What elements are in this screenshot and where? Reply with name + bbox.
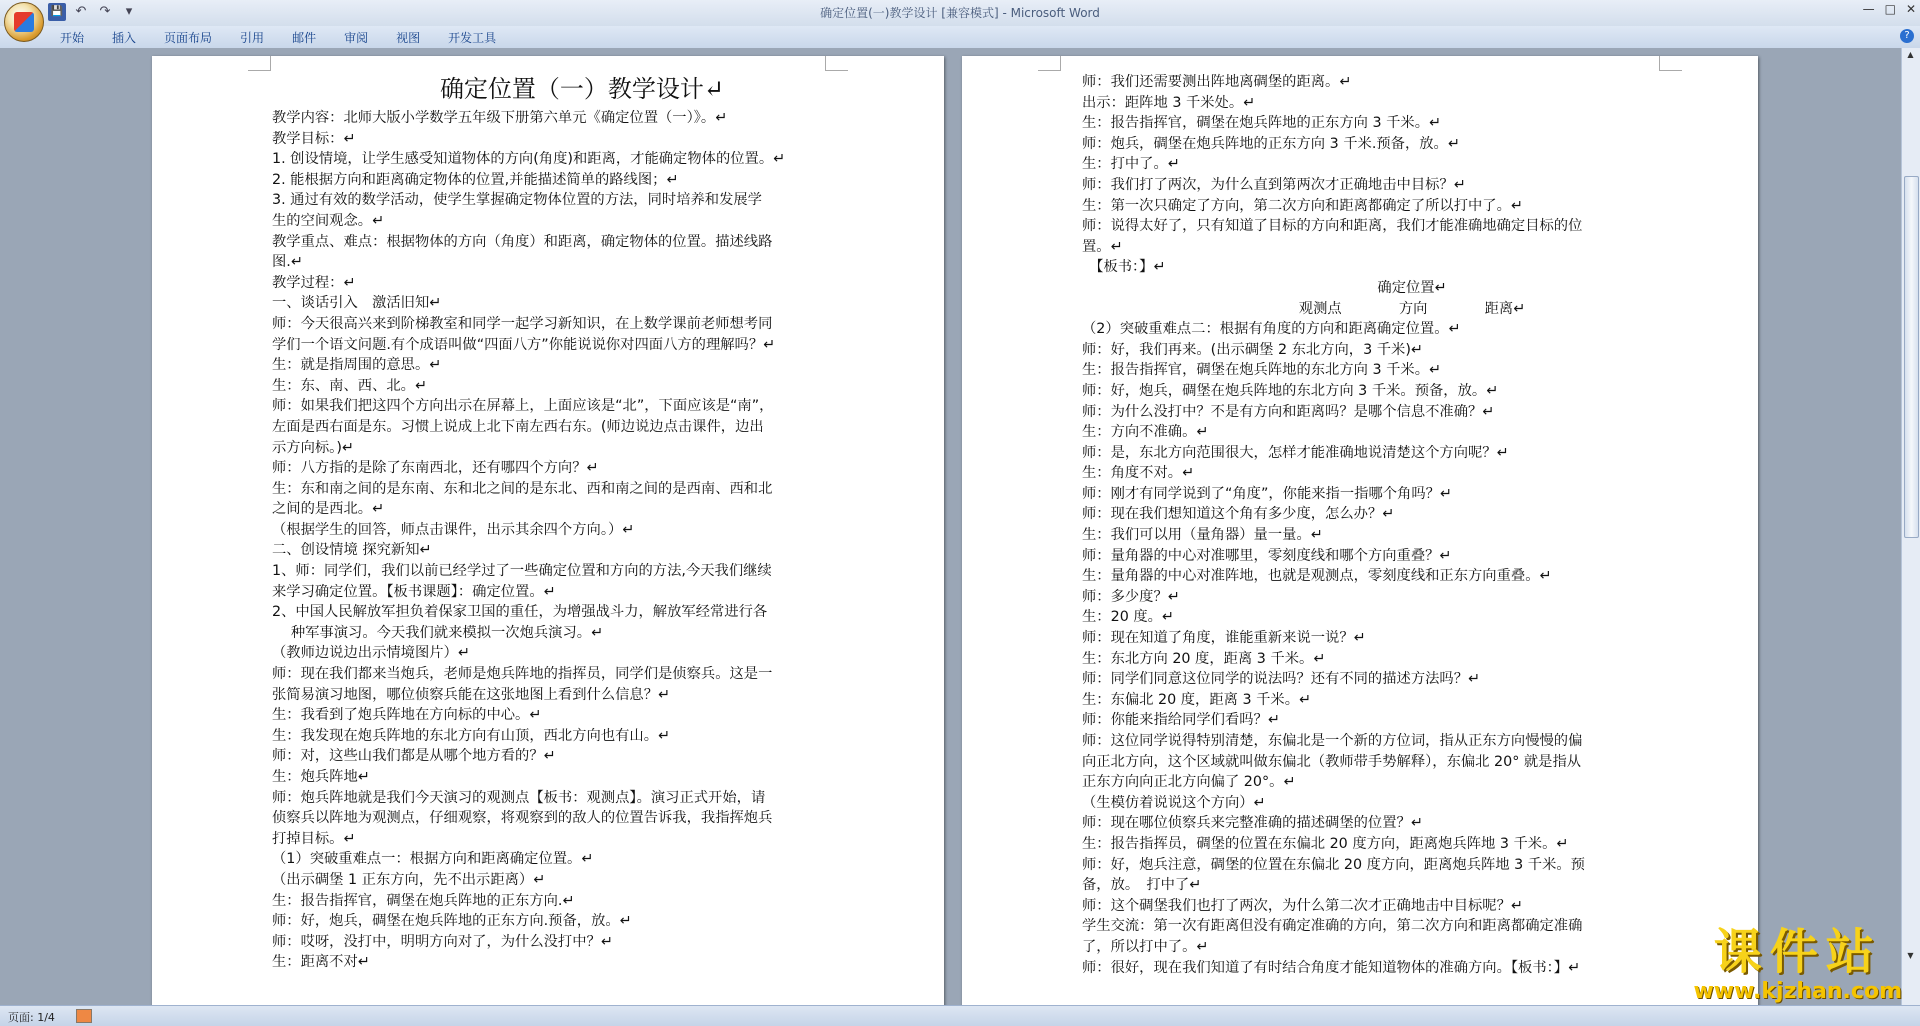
text-line: 师：我们打了两次，为什么直到第两次才正确地击中目标？↵ — [1082, 176, 1466, 193]
text-line: 生：报告指挥官，碉堡在炮兵阵地的正东方向.↵ — [272, 892, 575, 909]
text-line: 学生交流：第一次有距离但没有确定准确的方向，第二次方向和距离都确定准确 — [1082, 918, 1583, 935]
save-icon[interactable]: 💾 — [48, 3, 66, 21]
text-line: 1. 创设情境，让学生感受知道物体的方向(角度)和距离，才能确定物体的位置。↵ — [272, 151, 786, 168]
text-line: 教学内容：北师大版小学数学五年级下册第六单元《确定位置（一）》。↵ — [272, 110, 728, 126]
text-line: 师：这个碉堡我们也打了两次，为什么第二次才正确地击中目标呢？↵ — [1082, 897, 1523, 914]
status-bar — [0, 1005, 1920, 1026]
ribbon-tab[interactable]: 视图 — [396, 31, 421, 45]
vertical-scrollbar[interactable] — [1901, 48, 1920, 1005]
text-line: 师：为什么没打中？不是有方向和距离吗？是哪个信息不准确？↵ — [1082, 403, 1495, 420]
text-line: 师：现在知道了角度，谁能重新来说一说？↵ — [1082, 630, 1366, 647]
text-line: 正东方向向正北方向偏了 20°。↵ — [1082, 774, 1296, 791]
text-line: 生：东偏北 20 度，距离 3 千米。↵ — [1082, 691, 1312, 708]
document-page-2[interactable] — [962, 56, 1758, 1005]
text-line: 生：我看到了炮兵阵地在方向标的中心。↵ — [272, 707, 542, 724]
text-line: 图.↵ — [272, 254, 303, 271]
text-line: 生的空间观念。↵ — [272, 212, 385, 229]
document-title: 确定位置（一）教学设计↵ — [439, 75, 725, 103]
text-line: 置。↵ — [1082, 238, 1123, 255]
text-line: 生：我发现在炮兵阵地的东北方向有山顶，西北方向也有山。↵ — [272, 727, 670, 744]
text-line: 师：这位同学说得特别清楚，东偏北是一个新的方位词，指从正东方向慢慢的偏 — [1082, 733, 1583, 749]
text-line: 向正北方向，这个区域就叫做东偏北（教师带手势解释），东偏北 20° 就是指从 — [1082, 753, 1582, 770]
minimize-button[interactable]: — — [1862, 2, 1875, 16]
ribbon-tab[interactable]: 插入 — [112, 31, 137, 45]
close-button[interactable]: ✕ — [1905, 2, 1916, 16]
text-line: 师：现在哪位侦察兵来完整准确的描述碉堡的位置？↵ — [1082, 815, 1423, 832]
watermark-text: 课件站 — [1713, 924, 1882, 980]
text-line: 出示：距阵地 3 千米处。↵ — [1082, 94, 1256, 111]
page-corner-mark — [825, 56, 848, 71]
text-line: 生：报告指挥官，碉堡在炮兵阵地的正东方向 3 千米。↵ — [1082, 115, 1441, 132]
text-line: 生：东、南、西、北。↵ — [272, 377, 427, 394]
scroll-thumb[interactable] — [1904, 176, 1919, 538]
help-icon[interactable]: ? — [1900, 29, 1914, 43]
text-line: 师：同学们同意这位同学的说法吗？还有不同的描述方法吗？↵ — [1082, 671, 1480, 688]
text-line: 生：东北方向 20 度，距离 3 千米。↵ — [1082, 650, 1326, 667]
text-line: 学们一个语文问题.有个成语叫做“四面八方”你能说说你对四面八方的理解吗？↵ — [272, 336, 776, 353]
text-line: （出示碉堡 1 正东方向，先不出示距离）↵ — [272, 871, 546, 888]
watermark-url: www.kjzhan.com — [1693, 979, 1902, 1004]
office-button[interactable] — [4, 2, 44, 42]
text-line: 生：第一次只确定了方向，第二次方向和距离都确定了所以打中了。↵ — [1082, 197, 1523, 214]
text-line: 师：刚才有同学说到了“角度”，你能来指一指哪个角吗？↵ — [1082, 485, 1452, 502]
customize-qat-icon[interactable]: ▾ — [125, 4, 133, 19]
text-line: 之间的是西北。↵ — [272, 501, 385, 518]
text-line: 生：角度不对。↵ — [1082, 465, 1195, 482]
text-line: 师：说得太好了，只有知道了目标的方向和距离，我们才能准确地确定目标的位 — [1082, 218, 1583, 235]
ribbon-tab[interactable]: 页面布局 — [164, 31, 213, 45]
text-line: 师：我们还需要测出阵地离碉堡的距离。↵ — [1082, 74, 1352, 90]
text-line: 师：量角器的中心对准哪里，零刻度线和哪个方向重叠？↵ — [1082, 547, 1452, 564]
text-line: 1、师：同学们，我们以前已经学过了一些确定位置和方向的方法,今天我们继续 — [272, 563, 772, 580]
text-line: 师：现在我们都来当炮兵，老师是炮兵阵地的指挥员，同学们是侦察兵。这是一 — [272, 666, 773, 683]
text-line: 师：今天很高兴来到阶梯教室和同学一起学习新知识，在上数学课前老师想考同 — [272, 315, 773, 332]
page-corner-mark — [1659, 56, 1682, 71]
text-line: （1）突破重难点一：根据方向和距离确定位置。↵ — [272, 851, 594, 868]
text-line: 师：对，这些山我们都是从哪个地方看的？↵ — [272, 748, 556, 765]
document-page-1[interactable] — [152, 56, 944, 1005]
proofing-icon[interactable] — [76, 1009, 92, 1023]
text-line: 生：东和南之间的是东南、东和北之间的是东北、西和南之间的是西南、西和北 — [272, 480, 773, 497]
text-line: 了，所以打中了。↵ — [1082, 938, 1209, 955]
document-workspace — [0, 48, 1902, 1005]
page-text[interactable] — [272, 72, 892, 973]
page-counter[interactable]: 页面: 1/4 — [8, 1011, 55, 1024]
text-line: 生：方向不准确。↵ — [1082, 424, 1209, 441]
text-line: 师：好，炮兵，碉堡在炮兵阵地的东北方向 3 千米。预备，放。↵ — [1082, 382, 1499, 399]
text-line: 2. 能根据方向和距离确定物体的位置,并能描述简单的路线图；↵ — [272, 171, 679, 188]
scroll-down-icon[interactable]: ▼ — [1907, 951, 1914, 960]
page-text[interactable] — [1082, 72, 1742, 978]
text-line: 生：距离不对↵ — [272, 954, 370, 971]
text-line: 2、中国人民解放军担负着保家卫国的重任，为增强战斗力，解放军经常进行各 — [272, 604, 768, 621]
text-line: 师：好，炮兵，碉堡在炮兵阵地的正东方向.预备，放。↵ — [272, 913, 632, 930]
text-line: 师：好，我们再来。(出示碉堡 2 东北方向，3 千米)↵ — [1082, 341, 1423, 358]
text-line: 生：打中了。↵ — [1082, 156, 1180, 173]
window-title: 确定位置(一)教学设计 [兼容模式] - Microsoft Word — [820, 6, 1100, 20]
text-line: 师：炮兵，碉堡在炮兵阵地的正东方向 3 千米.预备，放。↵ — [1082, 135, 1460, 152]
text-line: 教学过程：↵ — [272, 274, 356, 291]
text-line: 种军事演习。今天我们就来模拟一次炮兵演习。↵ — [272, 624, 604, 641]
text-line: 左面是西右面是东。习惯上说成上北下南左西右东。(师边说边点击课件，边出 — [272, 418, 764, 435]
text-line: 生：量角器的中心对准阵地，也就是观测点，零刻度线和正东方向重叠。↵ — [1082, 568, 1552, 585]
page-corner-mark — [1038, 56, 1061, 71]
text-line: 师：是，东北方向范围很大，怎样才能准确地说清楚这个方向呢？↵ — [1082, 444, 1509, 461]
ribbon-tab[interactable]: 邮件 — [292, 31, 317, 45]
text-line: 师：现在我们想知道这个角有多少度，怎么办？↵ — [1082, 506, 1395, 523]
text-line: 确定位置↵ — [1377, 279, 1447, 296]
text-line: （根据学生的回答，师点击课件，出示其余四个方向。）↵ — [272, 521, 635, 538]
text-line: 师：如果我们把这四个方向出示在屏幕上，上面应该是“北”，下面应该是“南”， — [272, 398, 774, 415]
office-logo-icon — [14, 12, 34, 32]
text-line: 师：哎呀，没打中，明明方向对了，为什么没打中？↵ — [272, 933, 613, 950]
text-line: 师：你能来指给同学们看吗？↵ — [1082, 712, 1280, 729]
text-line: 生：20 度。↵ — [1082, 609, 1174, 626]
undo-icon[interactable]: ↶ — [75, 4, 87, 19]
text-line: 备，放。 打中了↵ — [1082, 877, 1202, 894]
watermark-logo — [1693, 924, 1902, 1004]
text-line: 3. 通过有效的数学活动，使学生掌握确定物体位置的方法，同时培养和发展学 — [272, 192, 762, 209]
ribbon-tab[interactable]: 开始 — [60, 31, 85, 45]
text-line: 生：我们可以用（量角器）量一量。↵ — [1082, 527, 1323, 544]
text-line: 示方向标。)↵ — [272, 439, 354, 456]
text-line: 师：八方指的是除了东南西北，还有哪四个方向？↵ — [272, 460, 599, 477]
text-line: 【板书：】↵ — [1082, 259, 1166, 276]
text-line: 生：炮兵阵地↵ — [272, 769, 370, 785]
title-bar — [0, 0, 1920, 26]
ribbon-tab[interactable]: 引用 — [240, 31, 265, 45]
redo-icon[interactable]: ↷ — [99, 4, 111, 19]
text-line: 二、创设情境 探究新知↵ — [272, 542, 432, 559]
text-line: （生模仿着说说这个方向）↵ — [1082, 794, 1266, 811]
text-line: 打掉目标。↵ — [272, 830, 356, 847]
maximize-button[interactable]: □ — [1884, 2, 1896, 16]
text-line: 生：就是指周围的意思。↵ — [272, 357, 442, 374]
text-line: 教学重点、难点：根据物体的方向（角度）和距离，确定物体的位置。描述线路 — [272, 233, 773, 250]
text-line: 一、谈话引入 激活旧知↵ — [272, 295, 442, 312]
ribbon-tab[interactable]: 审阅 — [344, 31, 369, 45]
window-controls — [1863, 2, 1916, 16]
text-line: 来学习确定位置。【板书课题】：确定位置。↵ — [272, 583, 556, 600]
text-line: 生：报告指挥官，碉堡在炮兵阵地的东北方向 3 千米。↵ — [1082, 362, 1441, 379]
scroll-up-icon[interactable]: ▲ — [1907, 50, 1914, 59]
ribbon-tabs — [0, 26, 1920, 49]
text-line: 观测点 方向 距离↵ — [1298, 300, 1526, 317]
text-line: 师：炮兵阵地就是我们今天演习的观测点【板书：观测点】。演习正式开始，请 — [272, 789, 766, 806]
text-line: 张简易演习地图，哪位侦察兵能在这张地图上看到什么信息？↵ — [272, 686, 670, 703]
text-line: 师：多少度？↵ — [1082, 588, 1180, 605]
text-line: （2）突破重难点二：根据有角度的方向和距离确定位置。↵ — [1082, 321, 1461, 338]
text-line: 生：报告指挥员，碉堡的位置在东偏北 20 度方向，距离炮兵阵地 3 千米。↵ — [1082, 835, 1569, 852]
text-line: （教师边说边出示情境图片）↵ — [272, 645, 470, 662]
text-line: 师：好，炮兵注意，碉堡的位置在东偏北 20 度方向，距离炮兵阵地 3 千米。预 — [1082, 856, 1585, 873]
page-corner-mark — [248, 56, 271, 71]
text-line: 教学目标：↵ — [272, 130, 356, 147]
ribbon-tab[interactable]: 开发工具 — [448, 31, 497, 45]
text-line: 侦察兵以阵地为观测点，仔细观察，将观察到的敌人的位置告诉我，我指挥炮兵 — [272, 810, 773, 827]
text-line: 师：很好，现在我们知道了有时结合角度才能知道物体的准确方向。【板书：】↵ — [1082, 959, 1581, 976]
